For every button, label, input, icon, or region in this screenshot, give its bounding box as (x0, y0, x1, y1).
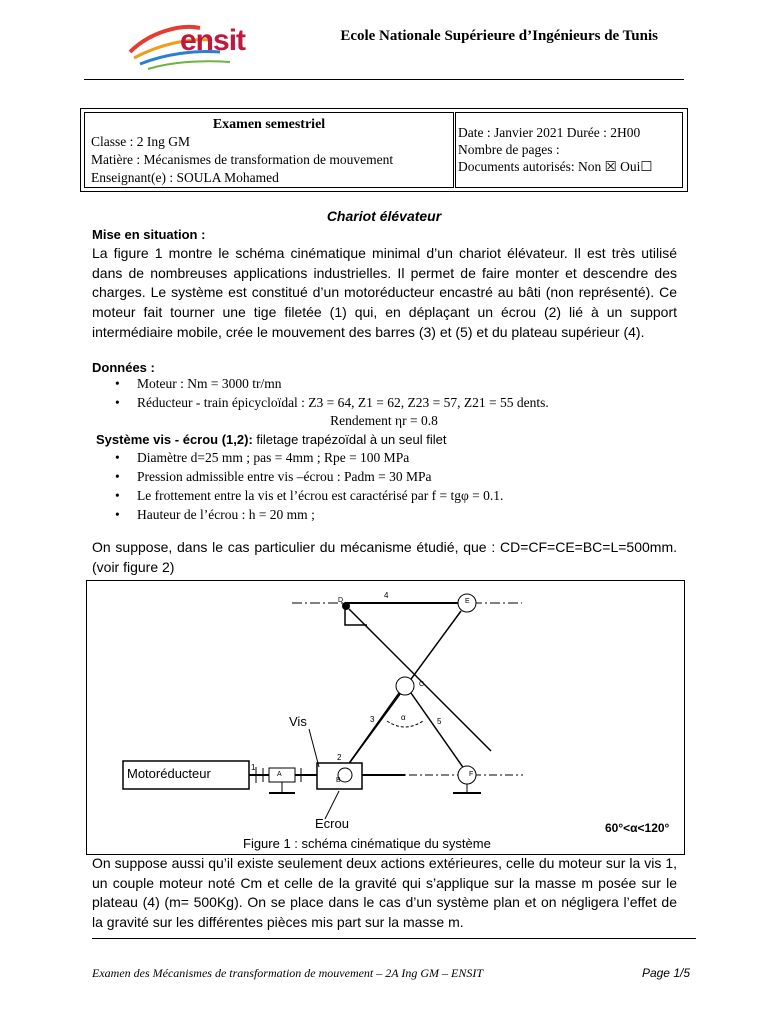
vis-label: Vis (289, 714, 307, 729)
exam-classe: Classe : 2 Ing GM (91, 134, 190, 149)
school-name: Ecole Nationale Supérieure d’Ingénieurs de Tunis (340, 28, 658, 44)
kinematic-diagram (87, 581, 684, 854)
label-F: F (469, 771, 474, 778)
joint-D (342, 602, 350, 610)
motoreducteur-label: Motoréducteur (127, 766, 211, 781)
vis-ecrou-heading (96, 432, 446, 448)
vis-item-text: Hauteur de l’écrou : h = 20 mm ; (137, 507, 315, 522)
angle-range: 60°<α<120° (605, 821, 670, 835)
vis-item-text: Le frottement entre la vis et l’écrou est caractérisé par f = tgφ = 0.1. (137, 488, 504, 503)
vis-ecrou-subtitle: filetage trapézoïdal à un seul filet (252, 432, 447, 447)
suppose-paragraph: On suppose, dans le cas particulier du mécanisme étudié, que : CD=CF=CE=BC=L=500mm.(voir figure 2) (92, 539, 677, 575)
rendement-line: Rendement ηr = 0.8 (330, 413, 438, 428)
joint-C (396, 677, 414, 695)
label-B: B (336, 777, 341, 784)
header-rule (84, 79, 684, 80)
exam-info-box (80, 108, 688, 192)
final-paragraph: On suppose aussi qu’il existe seulement deux actions extérieures, celle du moteur sur la vis 1, un couple moteur noté Cm et celle de la gravité qui s’applique sur la masse m posée sur le plateau (4) (m= 500Kg). On se place dans le cas d’un système plan et on négligera l’effet de la gravité sur les différentes pièces mis part sur la masse m. (92, 855, 677, 931)
label-1: 1 (251, 763, 256, 772)
ensit-logo (120, 14, 280, 74)
bar-3-upper (349, 609, 491, 751)
bar-5-lower (411, 693, 467, 773)
ecrou-label: Ecrou (315, 816, 349, 831)
document-title: Chariot élévateur (326, 208, 442, 224)
label-2: 2 (337, 753, 342, 762)
vis-item-text: Diamètre d=25 mm ; pas = 4mm ; Rpe = 100 MPa (137, 450, 410, 465)
vis-arrow (309, 729, 319, 767)
joint-F (458, 766, 476, 784)
mise-heading: Mise en situation : (92, 227, 206, 242)
vis-item (115, 507, 315, 523)
ecrou-arrow (325, 791, 339, 819)
exam-info-left (84, 112, 454, 188)
label-3: 3 (370, 715, 375, 724)
vis-item (115, 469, 431, 485)
donnee-text: Réducteur - train épicycloïdal : Z3 = 64, Z1 = 62, Z23 = 57, Z21 = 55 dents. (137, 395, 549, 410)
bullet-icon: • (115, 507, 120, 522)
exam-date: Date : Janvier 2021 Durée : 2H00 (458, 125, 641, 140)
vis-item (115, 450, 409, 466)
donnee-item (115, 376, 281, 392)
page-number: Page 1/5 (641, 966, 690, 980)
label-E: E (465, 598, 470, 605)
bullet-icon: • (115, 376, 120, 391)
mise-paragraph: La figure 1 montre le schéma cinématique minimal d’un chariot élévateur. Il est très utilisé dans de nombreuses applications industrielles. Il permet de faire monter et descendre des charges. Le système est constitué d’un motoréducteur encastré au bâti (non représenté). Ce moteur fait tourner une tige filetée (1) qui, en déplaçant un écrou (2) lié à un support intermédiaire mobile, crée le mouvement des barres (3) et (5) et du plateau supérieur (4). (92, 245, 677, 340)
donnees-heading: Données : (92, 360, 155, 375)
exam-info-right (455, 112, 683, 188)
vis-item (115, 488, 503, 504)
label-alpha: α (401, 713, 406, 722)
figure-caption: Figure 1 : schéma cinématique du système (243, 836, 491, 851)
bullet-icon: • (115, 469, 120, 484)
label-D: D (338, 597, 344, 604)
bar-3-lower (345, 693, 399, 769)
bullet-icon: • (115, 395, 120, 410)
figure-box (86, 580, 685, 855)
donnee-text: Moteur : Nm = 3000 tr/mn (137, 376, 282, 391)
exam-documents: Documents autorisés: Non ☒ Oui☐ (458, 159, 653, 174)
vis-item-text: Pression admissible entre vis –écrou : Padm = 30 MPa (137, 469, 432, 484)
vis-ecrou-title: Système vis - écrou (1,2): (96, 432, 253, 447)
footer-rule (92, 938, 696, 939)
label-C: C (419, 681, 425, 688)
exam-title: Examen semestriel (212, 117, 326, 132)
logo-text: ensit (180, 24, 246, 57)
label-A: A (277, 771, 282, 778)
exam-matiere: Matière : Mécanismes de transformation de mouvement (91, 152, 394, 167)
exam-pages: Nombre de pages : (458, 142, 560, 157)
bearing-A (269, 768, 295, 782)
label-4: 4 (384, 591, 389, 600)
label-5: 5 (437, 717, 442, 726)
footer-text: Examen des Mécanismes de transformation de mouvement – 2A Ing GM – ENSIT (92, 966, 484, 980)
donnee-item (115, 395, 549, 411)
bullet-icon: • (115, 450, 120, 465)
exam-enseignant: Enseignant(e) : SOULA Mohamed (91, 170, 279, 185)
bullet-icon: • (115, 488, 120, 503)
